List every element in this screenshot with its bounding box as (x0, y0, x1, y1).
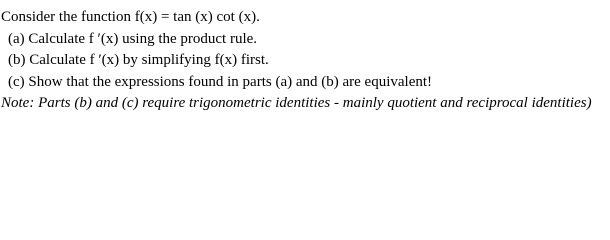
problem-statement (1, 9, 260, 26)
part-c (8, 74, 432, 91)
part-b-prefix: (b) Calculate (8, 52, 90, 68)
part-b-function: f(x) (214, 52, 238, 68)
part-c-text: (c) Show that the expressions found in parts (a) and (b) are equivalent! (8, 74, 433, 90)
part-b-derivative: f ′(x) (89, 52, 120, 68)
note (1, 95, 592, 112)
function-definition: f(x) = tan (x) cot (x) (134, 9, 257, 25)
part-b-middle: by simplifying (119, 52, 215, 68)
part-a-suffix: using the product rule. (118, 31, 258, 47)
part-a-derivative: f ′(x) (88, 31, 119, 47)
part-b (8, 52, 269, 69)
statement-prefix: Consider the function (1, 9, 135, 25)
statement-suffix: . (256, 9, 260, 25)
part-b-suffix: first. (237, 52, 269, 68)
part-a-prefix: (a) Calculate (8, 31, 89, 47)
part-a (8, 31, 257, 48)
note-text: Note: Parts (b) and (c) require trigonometric identities - mainly quotient and reciprocal identities) (1, 95, 592, 111)
